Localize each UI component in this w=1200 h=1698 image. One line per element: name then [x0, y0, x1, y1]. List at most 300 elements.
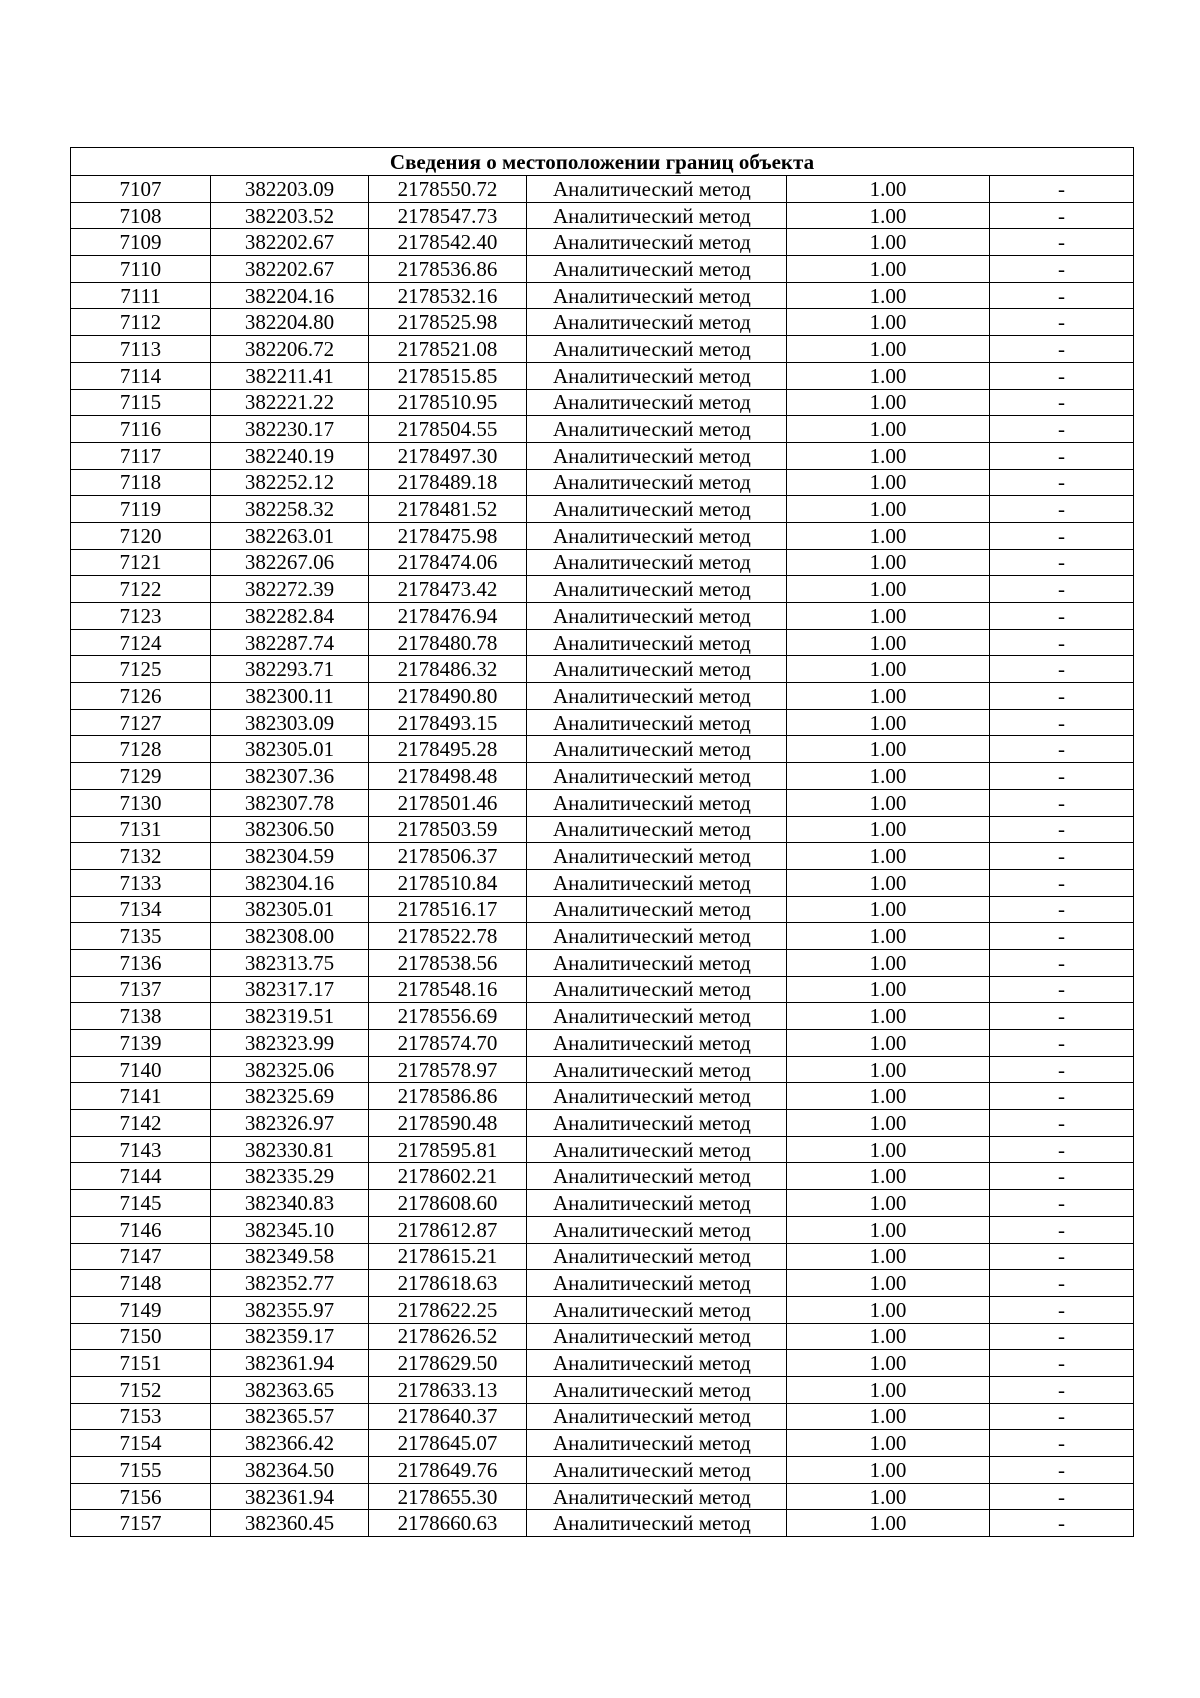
description-cell: -	[990, 1216, 1134, 1243]
y-coordinate-cell: 2178556.69	[369, 1003, 527, 1030]
x-coordinate-cell: 382359.17	[211, 1323, 369, 1350]
x-coordinate-cell: 382230.17	[211, 416, 369, 443]
y-coordinate-cell: 2178506.37	[369, 843, 527, 870]
description-cell: -	[990, 923, 1134, 950]
x-coordinate-cell: 382221.22	[211, 389, 369, 416]
x-coordinate-cell: 382352.77	[211, 1270, 369, 1297]
y-coordinate-cell: 2178501.46	[369, 789, 527, 816]
y-coordinate-cell: 2178504.55	[369, 416, 527, 443]
accuracy-cell: 1.00	[787, 843, 990, 870]
point-number-cell: 7138	[71, 1003, 211, 1030]
x-coordinate-cell: 382305.01	[211, 736, 369, 763]
description-cell: -	[990, 1457, 1134, 1484]
point-number-cell: 7156	[71, 1483, 211, 1510]
x-coordinate-cell: 382307.36	[211, 763, 369, 790]
x-coordinate-cell: 382307.78	[211, 789, 369, 816]
point-number-cell: 7110	[71, 256, 211, 283]
table-row	[71, 1430, 1134, 1457]
y-coordinate-cell: 2178532.16	[369, 282, 527, 309]
accuracy-cell: 1.00	[787, 202, 990, 229]
y-coordinate-cell: 2178497.30	[369, 442, 527, 469]
description-cell: -	[990, 309, 1134, 336]
point-number-cell: 7137	[71, 976, 211, 1003]
y-coordinate-cell: 2178550.72	[369, 176, 527, 203]
description-cell: -	[990, 576, 1134, 603]
description-cell: -	[990, 736, 1134, 763]
description-cell: -	[990, 256, 1134, 283]
description-cell: -	[990, 709, 1134, 736]
point-number-cell: 7154	[71, 1430, 211, 1457]
point-number-cell: 7112	[71, 309, 211, 336]
accuracy-cell: 1.00	[787, 416, 990, 443]
method-cell: Аналитический метод	[527, 629, 787, 656]
y-coordinate-cell: 2178590.48	[369, 1110, 527, 1137]
method-cell: Аналитический метод	[527, 1163, 787, 1190]
y-coordinate-cell: 2178542.40	[369, 229, 527, 256]
x-coordinate-cell: 382317.17	[211, 976, 369, 1003]
method-cell: Аналитический метод	[527, 1430, 787, 1457]
y-coordinate-cell: 2178618.63	[369, 1270, 527, 1297]
table-row	[71, 1163, 1134, 1190]
method-cell: Аналитический метод	[527, 1136, 787, 1163]
x-coordinate-cell: 382360.45	[211, 1510, 369, 1537]
accuracy-cell: 1.00	[787, 656, 990, 683]
description-cell: -	[990, 656, 1134, 683]
x-coordinate-cell: 382335.29	[211, 1163, 369, 1190]
point-number-cell: 7157	[71, 1510, 211, 1537]
x-coordinate-cell: 382326.97	[211, 1110, 369, 1137]
method-cell: Аналитический метод	[527, 923, 787, 950]
method-cell: Аналитический метод	[527, 603, 787, 630]
y-coordinate-cell: 2178649.76	[369, 1457, 527, 1484]
y-coordinate-cell: 2178475.98	[369, 522, 527, 549]
description-cell: -	[990, 362, 1134, 389]
accuracy-cell: 1.00	[787, 1270, 990, 1297]
y-coordinate-cell: 2178516.17	[369, 896, 527, 923]
x-coordinate-cell: 382361.94	[211, 1483, 369, 1510]
point-number-cell: 7128	[71, 736, 211, 763]
method-cell: Аналитический метод	[527, 442, 787, 469]
accuracy-cell: 1.00	[787, 282, 990, 309]
method-cell: Аналитический метод	[527, 256, 787, 283]
y-coordinate-cell: 2178476.94	[369, 603, 527, 630]
description-cell: -	[990, 1056, 1134, 1083]
table-title: Сведения о местоположении границ объекта	[71, 148, 1134, 176]
method-cell: Аналитический метод	[527, 1323, 787, 1350]
x-coordinate-cell: 382282.84	[211, 603, 369, 630]
accuracy-cell: 1.00	[787, 976, 990, 1003]
table-title-row	[71, 148, 1134, 176]
method-cell: Аналитический метод	[527, 469, 787, 496]
x-coordinate-cell: 382203.09	[211, 176, 369, 203]
table-row	[71, 923, 1134, 950]
table-row	[71, 1243, 1134, 1270]
accuracy-cell: 1.00	[787, 736, 990, 763]
x-coordinate-cell: 382300.11	[211, 683, 369, 710]
table-row	[71, 336, 1134, 363]
accuracy-cell: 1.00	[787, 683, 990, 710]
point-number-cell: 7122	[71, 576, 211, 603]
y-coordinate-cell: 2178615.21	[369, 1243, 527, 1270]
method-cell: Аналитический метод	[527, 1350, 787, 1377]
y-coordinate-cell: 2178655.30	[369, 1483, 527, 1510]
table-row	[71, 629, 1134, 656]
y-coordinate-cell: 2178538.56	[369, 949, 527, 976]
table-row	[71, 282, 1134, 309]
description-cell: -	[990, 1083, 1134, 1110]
point-number-cell: 7151	[71, 1350, 211, 1377]
method-cell: Аналитический метод	[527, 362, 787, 389]
method-cell: Аналитический метод	[527, 336, 787, 363]
method-cell: Аналитический метод	[527, 816, 787, 843]
point-number-cell: 7125	[71, 656, 211, 683]
table-body	[71, 176, 1134, 1537]
point-number-cell: 7153	[71, 1403, 211, 1430]
x-coordinate-cell: 382306.50	[211, 816, 369, 843]
description-cell: -	[990, 336, 1134, 363]
x-coordinate-cell: 382325.69	[211, 1083, 369, 1110]
description-cell: -	[990, 843, 1134, 870]
accuracy-cell: 1.00	[787, 1403, 990, 1430]
description-cell: -	[990, 763, 1134, 790]
description-cell: -	[990, 683, 1134, 710]
table-row	[71, 1510, 1134, 1537]
accuracy-cell: 1.00	[787, 1430, 990, 1457]
table-row	[71, 603, 1134, 630]
point-number-cell: 7136	[71, 949, 211, 976]
table-row	[71, 736, 1134, 763]
description-cell: -	[990, 1483, 1134, 1510]
point-number-cell: 7126	[71, 683, 211, 710]
accuracy-cell: 1.00	[787, 629, 990, 656]
table-row	[71, 869, 1134, 896]
method-cell: Аналитический метод	[527, 282, 787, 309]
accuracy-cell: 1.00	[787, 1483, 990, 1510]
point-number-cell: 7143	[71, 1136, 211, 1163]
point-number-cell: 7133	[71, 869, 211, 896]
accuracy-cell: 1.00	[787, 1243, 990, 1270]
table-row	[71, 1457, 1134, 1484]
x-coordinate-cell: 382323.99	[211, 1030, 369, 1057]
point-number-cell: 7131	[71, 816, 211, 843]
x-coordinate-cell: 382211.41	[211, 362, 369, 389]
x-coordinate-cell: 382204.80	[211, 309, 369, 336]
method-cell: Аналитический метод	[527, 549, 787, 576]
table-row	[71, 176, 1134, 203]
method-cell: Аналитический метод	[527, 1003, 787, 1030]
accuracy-cell: 1.00	[787, 309, 990, 336]
table-row	[71, 1216, 1134, 1243]
x-coordinate-cell: 382325.06	[211, 1056, 369, 1083]
point-number-cell: 7132	[71, 843, 211, 870]
x-coordinate-cell: 382303.09	[211, 709, 369, 736]
method-cell: Аналитический метод	[527, 1403, 787, 1430]
point-number-cell: 7147	[71, 1243, 211, 1270]
x-coordinate-cell: 382206.72	[211, 336, 369, 363]
method-cell: Аналитический метод	[527, 656, 787, 683]
table-row	[71, 1376, 1134, 1403]
y-coordinate-cell: 2178640.37	[369, 1403, 527, 1430]
x-coordinate-cell: 382363.65	[211, 1376, 369, 1403]
description-cell: -	[990, 1243, 1134, 1270]
method-cell: Аналитический метод	[527, 576, 787, 603]
description-cell: -	[990, 1270, 1134, 1297]
x-coordinate-cell: 382366.42	[211, 1430, 369, 1457]
table-row	[71, 1110, 1134, 1137]
table-row	[71, 896, 1134, 923]
description-cell: -	[990, 603, 1134, 630]
table-row	[71, 496, 1134, 523]
description-cell: -	[990, 896, 1134, 923]
x-coordinate-cell: 382313.75	[211, 949, 369, 976]
point-number-cell: 7130	[71, 789, 211, 816]
description-cell: -	[990, 549, 1134, 576]
table-row	[71, 309, 1134, 336]
point-number-cell: 7107	[71, 176, 211, 203]
point-number-cell: 7114	[71, 362, 211, 389]
table-row	[71, 1083, 1134, 1110]
y-coordinate-cell: 2178495.28	[369, 736, 527, 763]
y-coordinate-cell: 2178510.84	[369, 869, 527, 896]
method-cell: Аналитический метод	[527, 229, 787, 256]
description-cell: -	[990, 1296, 1134, 1323]
point-number-cell: 7116	[71, 416, 211, 443]
table-row	[71, 522, 1134, 549]
accuracy-cell: 1.00	[787, 1323, 990, 1350]
method-cell: Аналитический метод	[527, 1083, 787, 1110]
x-coordinate-cell: 382308.00	[211, 923, 369, 950]
point-number-cell: 7124	[71, 629, 211, 656]
table-row	[71, 442, 1134, 469]
y-coordinate-cell: 2178645.07	[369, 1430, 527, 1457]
description-cell: -	[990, 229, 1134, 256]
point-number-cell: 7134	[71, 896, 211, 923]
y-coordinate-cell: 2178578.97	[369, 1056, 527, 1083]
accuracy-cell: 1.00	[787, 1216, 990, 1243]
description-cell: -	[990, 202, 1134, 229]
accuracy-cell: 1.00	[787, 1083, 990, 1110]
accuracy-cell: 1.00	[787, 816, 990, 843]
x-coordinate-cell: 382364.50	[211, 1457, 369, 1484]
point-number-cell: 7115	[71, 389, 211, 416]
y-coordinate-cell: 2178490.80	[369, 683, 527, 710]
point-number-cell: 7149	[71, 1296, 211, 1323]
table-row	[71, 1030, 1134, 1057]
table-row	[71, 789, 1134, 816]
method-cell: Аналитический метод	[527, 1376, 787, 1403]
accuracy-cell: 1.00	[787, 496, 990, 523]
x-coordinate-cell: 382304.16	[211, 869, 369, 896]
x-coordinate-cell: 382204.16	[211, 282, 369, 309]
y-coordinate-cell: 2178547.73	[369, 202, 527, 229]
method-cell: Аналитический метод	[527, 176, 787, 203]
point-number-cell: 7145	[71, 1190, 211, 1217]
accuracy-cell: 1.00	[787, 1056, 990, 1083]
y-coordinate-cell: 2178608.60	[369, 1190, 527, 1217]
description-cell: -	[990, 816, 1134, 843]
method-cell: Аналитический метод	[527, 1483, 787, 1510]
y-coordinate-cell: 2178574.70	[369, 1030, 527, 1057]
description-cell: -	[990, 1403, 1134, 1430]
point-number-cell: 7118	[71, 469, 211, 496]
table-row	[71, 1350, 1134, 1377]
description-cell: -	[990, 1163, 1134, 1190]
y-coordinate-cell: 2178498.48	[369, 763, 527, 790]
x-coordinate-cell: 382361.94	[211, 1350, 369, 1377]
description-cell: -	[990, 1376, 1134, 1403]
x-coordinate-cell: 382263.01	[211, 522, 369, 549]
accuracy-cell: 1.00	[787, 522, 990, 549]
x-coordinate-cell: 382267.06	[211, 549, 369, 576]
table-row	[71, 1323, 1134, 1350]
table-row	[71, 763, 1134, 790]
description-cell: -	[990, 416, 1134, 443]
y-coordinate-cell: 2178586.86	[369, 1083, 527, 1110]
accuracy-cell: 1.00	[787, 1510, 990, 1537]
y-coordinate-cell: 2178521.08	[369, 336, 527, 363]
table-row	[71, 709, 1134, 736]
description-cell: -	[990, 496, 1134, 523]
method-cell: Аналитический метод	[527, 949, 787, 976]
accuracy-cell: 1.00	[787, 896, 990, 923]
x-coordinate-cell: 382304.59	[211, 843, 369, 870]
point-number-cell: 7139	[71, 1030, 211, 1057]
accuracy-cell: 1.00	[787, 1136, 990, 1163]
table-row	[71, 362, 1134, 389]
y-coordinate-cell: 2178626.52	[369, 1323, 527, 1350]
accuracy-cell: 1.00	[787, 709, 990, 736]
method-cell: Аналитический метод	[527, 309, 787, 336]
description-cell: -	[990, 949, 1134, 976]
method-cell: Аналитический метод	[527, 522, 787, 549]
y-coordinate-cell: 2178503.59	[369, 816, 527, 843]
method-cell: Аналитический метод	[527, 869, 787, 896]
description-cell: -	[990, 1136, 1134, 1163]
method-cell: Аналитический метод	[527, 389, 787, 416]
description-cell: -	[990, 282, 1134, 309]
y-coordinate-cell: 2178660.63	[369, 1510, 527, 1537]
method-cell: Аналитический метод	[527, 1110, 787, 1137]
table-row	[71, 202, 1134, 229]
x-coordinate-cell: 382258.32	[211, 496, 369, 523]
x-coordinate-cell: 382330.81	[211, 1136, 369, 1163]
description-cell: -	[990, 869, 1134, 896]
accuracy-cell: 1.00	[787, 469, 990, 496]
y-coordinate-cell: 2178536.86	[369, 256, 527, 283]
table-row	[71, 1056, 1134, 1083]
accuracy-cell: 1.00	[787, 176, 990, 203]
point-number-cell: 7142	[71, 1110, 211, 1137]
accuracy-cell: 1.00	[787, 576, 990, 603]
table-row	[71, 1296, 1134, 1323]
description-cell: -	[990, 1323, 1134, 1350]
description-cell: -	[990, 629, 1134, 656]
point-number-cell: 7129	[71, 763, 211, 790]
y-coordinate-cell: 2178486.32	[369, 656, 527, 683]
description-cell: -	[990, 976, 1134, 1003]
x-coordinate-cell: 382293.71	[211, 656, 369, 683]
description-cell: -	[990, 469, 1134, 496]
accuracy-cell: 1.00	[787, 389, 990, 416]
table-row	[71, 389, 1134, 416]
accuracy-cell: 1.00	[787, 763, 990, 790]
accuracy-cell: 1.00	[787, 442, 990, 469]
table-row	[71, 656, 1134, 683]
table-row	[71, 229, 1134, 256]
method-cell: Аналитический метод	[527, 763, 787, 790]
method-cell: Аналитический метод	[527, 1056, 787, 1083]
table-row	[71, 1483, 1134, 1510]
x-coordinate-cell: 382272.39	[211, 576, 369, 603]
description-cell: -	[990, 522, 1134, 549]
accuracy-cell: 1.00	[787, 1110, 990, 1137]
accuracy-cell: 1.00	[787, 362, 990, 389]
accuracy-cell: 1.00	[787, 1190, 990, 1217]
y-coordinate-cell: 2178489.18	[369, 469, 527, 496]
y-coordinate-cell: 2178522.78	[369, 923, 527, 950]
x-coordinate-cell: 382240.19	[211, 442, 369, 469]
point-number-cell: 7111	[71, 282, 211, 309]
point-number-cell: 7119	[71, 496, 211, 523]
accuracy-cell: 1.00	[787, 1457, 990, 1484]
method-cell: Аналитический метод	[527, 1216, 787, 1243]
description-cell: -	[990, 789, 1134, 816]
method-cell: Аналитический метод	[527, 496, 787, 523]
table-row	[71, 1190, 1134, 1217]
table-row	[71, 256, 1134, 283]
y-coordinate-cell: 2178525.98	[369, 309, 527, 336]
description-cell: -	[990, 1190, 1134, 1217]
table-row	[71, 1270, 1134, 1297]
y-coordinate-cell: 2178510.95	[369, 389, 527, 416]
x-coordinate-cell: 382340.83	[211, 1190, 369, 1217]
point-number-cell: 7121	[71, 549, 211, 576]
x-coordinate-cell: 382202.67	[211, 229, 369, 256]
method-cell: Аналитический метод	[527, 896, 787, 923]
description-cell: -	[990, 176, 1134, 203]
accuracy-cell: 1.00	[787, 1163, 990, 1190]
point-number-cell: 7135	[71, 923, 211, 950]
boundary-coordinates-table	[70, 147, 1134, 1537]
y-coordinate-cell: 2178633.13	[369, 1376, 527, 1403]
x-coordinate-cell: 382202.67	[211, 256, 369, 283]
x-coordinate-cell: 382305.01	[211, 896, 369, 923]
accuracy-cell: 1.00	[787, 1003, 990, 1030]
point-number-cell: 7108	[71, 202, 211, 229]
method-cell: Аналитический метод	[527, 709, 787, 736]
point-number-cell: 7113	[71, 336, 211, 363]
method-cell: Аналитический метод	[527, 202, 787, 229]
point-number-cell: 7144	[71, 1163, 211, 1190]
accuracy-cell: 1.00	[787, 1296, 990, 1323]
method-cell: Аналитический метод	[527, 1270, 787, 1297]
point-number-cell: 7117	[71, 442, 211, 469]
table-row	[71, 976, 1134, 1003]
y-coordinate-cell: 2178473.42	[369, 576, 527, 603]
point-number-cell: 7152	[71, 1376, 211, 1403]
method-cell: Аналитический метод	[527, 416, 787, 443]
point-number-cell: 7123	[71, 603, 211, 630]
method-cell: Аналитический метод	[527, 1243, 787, 1270]
description-cell: -	[990, 1430, 1134, 1457]
description-cell: -	[990, 1003, 1134, 1030]
point-number-cell: 7146	[71, 1216, 211, 1243]
point-number-cell: 7140	[71, 1056, 211, 1083]
y-coordinate-cell: 2178480.78	[369, 629, 527, 656]
y-coordinate-cell: 2178622.25	[369, 1296, 527, 1323]
x-coordinate-cell: 382365.57	[211, 1403, 369, 1430]
description-cell: -	[990, 1510, 1134, 1537]
